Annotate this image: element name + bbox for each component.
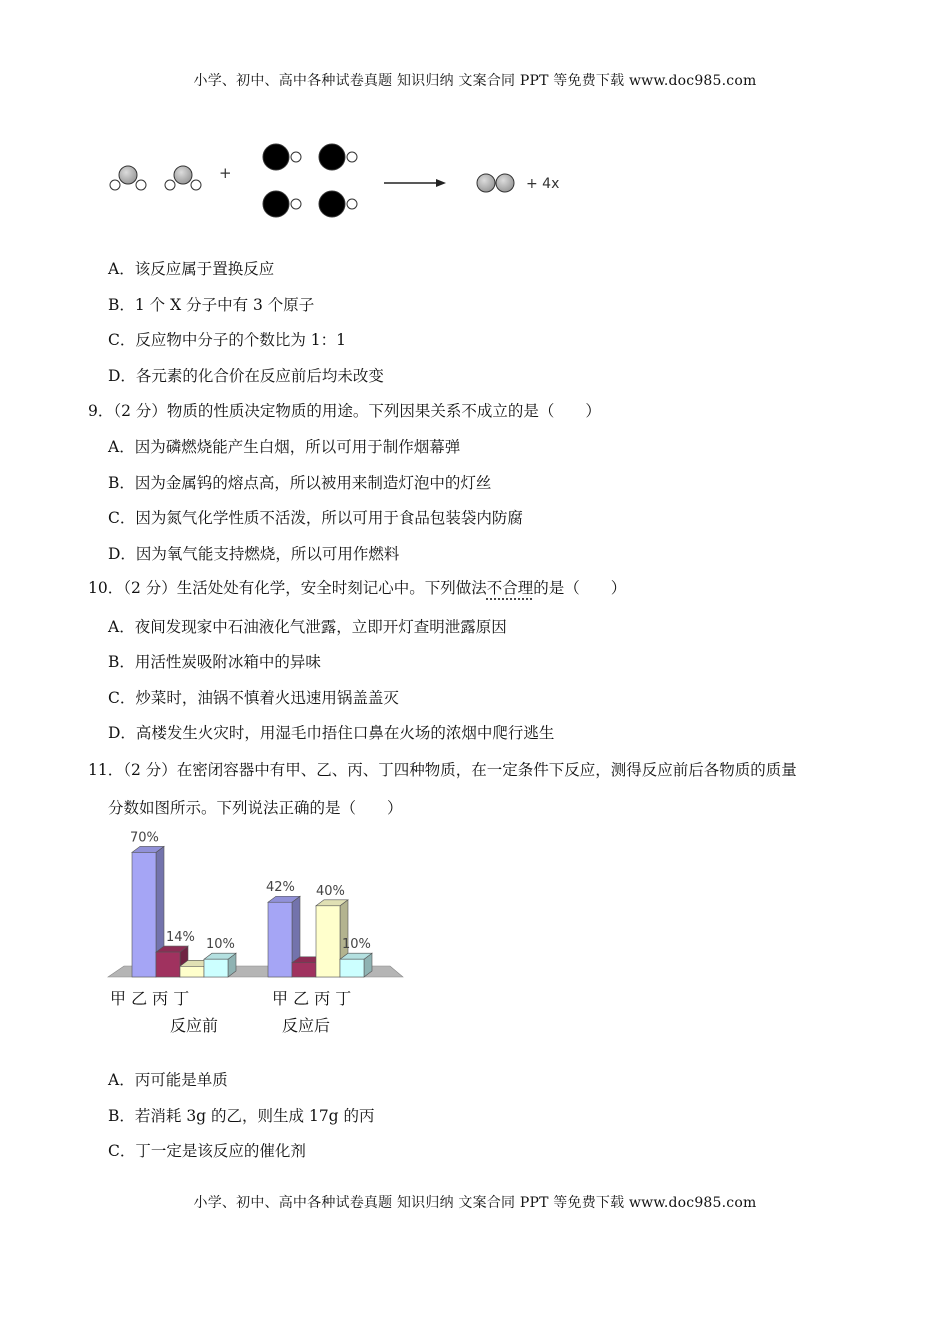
page-footer: 小学、初中、高中各种试卷真题 知识归纳 文案合同 PPT 等免费下载 www.doc985.com (193, 1195, 757, 1211)
q9-option-a[interactable]: A．因为磷燃烧能产生白烟，所以可用于制作烟幕弹 (108, 438, 461, 456)
q10-stem-before: 10．（2 分）生活处处有化学，安全时刻记心中。下列做法 (88, 579, 487, 597)
q10-option-c[interactable]: C．炒菜时，油锅不慎着火迅速用锅盖盖灭 (108, 689, 399, 707)
q8-option-c[interactable]: C．反应物中分子的个数比为 1：1 (108, 331, 347, 349)
q8-option-d[interactable]: D．各元素的化合价在反应前后均未改变 (108, 367, 384, 385)
group-label-after: 反应后 (282, 1016, 331, 1035)
reactant-molecule-1 (110, 166, 146, 190)
value-label-after-2: 40% (316, 883, 345, 899)
value-label-after-0: 42% (266, 880, 295, 896)
page-header: 小学、初中、高中各种试卷真题 知识归纳 文案合同 PPT 等免费下载 www.doc985.com (193, 73, 757, 89)
q9-stem: 9．（2 分）物质的性质决定物质的用途。下列因果关系不成立的是（ ） (88, 402, 601, 420)
q10-stem-emphasis: 不合理 (486, 579, 534, 597)
q11-stem-line-1: 11．（2 分）在密闭容器中有甲、乙、丙、丁四种物质，在一定条件下反应，测得反应前后各物质的质量 (88, 761, 797, 779)
q10-stem (88, 576, 626, 598)
value-label-before-1: 14% (166, 930, 195, 946)
reactant-molecule-5 (263, 191, 301, 217)
q10-stem-after: 的是（ ） (533, 579, 627, 597)
bar-before-3 (204, 953, 236, 977)
reactant-molecule-4 (319, 144, 357, 170)
category-labels-before: 甲 乙 丙 丁 (110, 989, 190, 1008)
group-label-before: 反应前 (170, 1016, 219, 1035)
q10-option-a[interactable]: A．夜间发现家中石油液化气泄露，立即开灯查明泄露原因 (108, 618, 507, 636)
bar-after-3 (340, 953, 372, 977)
q11-stem-line-2: 分数如图所示。下列说法正确的是（ ） (108, 799, 403, 817)
plus-sign-1: + (219, 164, 232, 182)
reactant-molecule-6 (319, 191, 357, 217)
reactant-molecule-2 (165, 166, 201, 190)
reaction-diagram (100, 135, 580, 225)
q8-option-a[interactable]: A．该反应属于置换反应 (108, 260, 275, 278)
mass-fraction-chart (100, 820, 410, 1045)
q9-option-d[interactable]: D．因为氧气能支持燃烧，所以可用作燃料 (108, 545, 400, 563)
q11-option-c[interactable]: C．丁一定是该反应的催化剂 (108, 1142, 306, 1160)
q11-option-a[interactable]: A．丙可能是单质 (108, 1071, 228, 1089)
q11-option-b[interactable]: B．若消耗 3g 的乙，则生成 17g 的丙 (108, 1107, 375, 1125)
value-label-before-0: 70% (130, 830, 159, 846)
q10-option-d[interactable]: D．高楼发生火灾时，用湿毛巾捂住口鼻在火场的浓烟中爬行逃生 (108, 724, 555, 742)
q10-option-b[interactable]: B．用活性炭吸附冰箱中的异味 (108, 653, 321, 671)
category-labels-after: 甲 乙 丙 丁 (272, 989, 352, 1008)
q8-option-b[interactable]: B．1 个 X 分子中有 3 个原子 (108, 296, 315, 314)
product-molecule (477, 174, 514, 192)
reactant-molecule-3 (263, 144, 301, 170)
reaction-arrow (384, 179, 446, 187)
product-label: + 4x (526, 176, 560, 192)
value-label-before-3: 10% (206, 937, 235, 953)
q9-option-c[interactable]: C．因为氮气化学性质不活泼，所以可用于食品包装袋内防腐 (108, 509, 523, 527)
value-label-after-3: 10% (342, 937, 371, 953)
q9-option-b[interactable]: B．因为金属钨的熔点高，所以被用来制造灯泡中的灯丝 (108, 474, 492, 492)
